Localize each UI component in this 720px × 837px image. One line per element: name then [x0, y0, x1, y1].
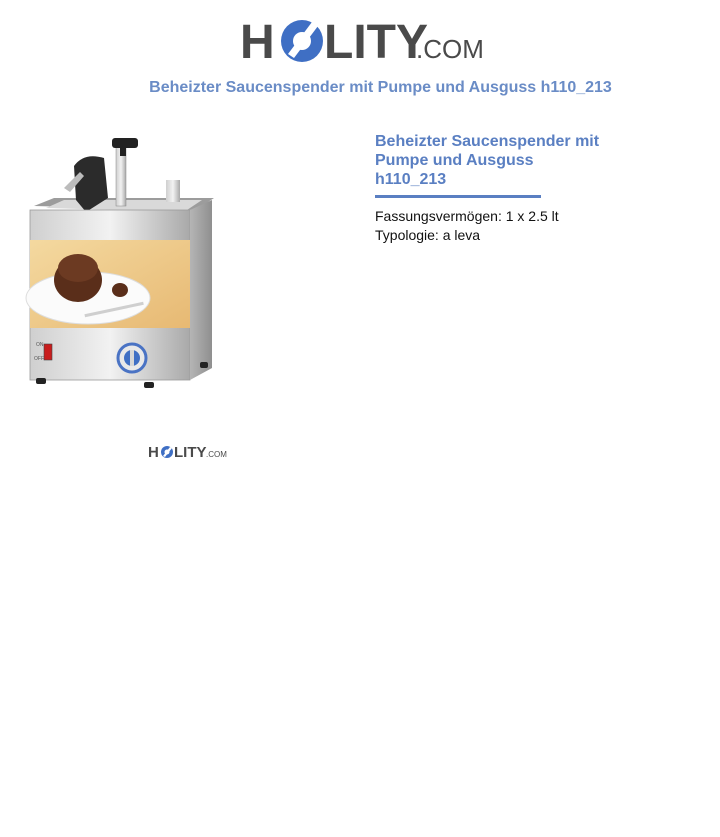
- spec-typology: Typologie: a leva: [375, 227, 481, 243]
- small-logo-letter-h: H: [148, 444, 159, 461]
- heading-divider: [375, 195, 541, 198]
- page-title: Beheizter Saucenspender mit Pumpe und Ausguss h110_213: [149, 79, 612, 96]
- holity-logo-small: [148, 442, 228, 462]
- product-heading: [375, 132, 635, 189]
- switch-on-label: ON: [36, 342, 44, 348]
- logo-letter-h: H: [240, 16, 275, 66]
- logo-o-mark: [281, 20, 323, 62]
- photo-cake-top: [58, 254, 98, 282]
- foot-back: [200, 362, 208, 368]
- logo-suffix: .COM: [416, 34, 484, 64]
- switch-off-label: OFF: [34, 356, 44, 362]
- pump-knob-stem: [120, 148, 126, 156]
- lid-handle-right: [166, 180, 180, 202]
- photo-truffle: [112, 283, 128, 297]
- product-info: [375, 132, 635, 245]
- product-heading-line-3: h110_213: [375, 171, 447, 188]
- small-logo-o-mark: [161, 446, 173, 458]
- logo-letters-lity: LITY: [324, 16, 428, 66]
- spec-capacity: Fassungsvermögen: 1 x 2.5 lt: [375, 208, 559, 224]
- foot-right: [144, 382, 154, 388]
- product-heading-line-2: Pumpe und Ausguss: [375, 152, 534, 169]
- product-image: [24, 128, 220, 396]
- small-logo-letters-lity: LITY: [174, 444, 207, 461]
- thermostat-knob-grip: [130, 350, 134, 366]
- product-heading-line-1: Beheizter Saucenspender mit: [375, 133, 600, 150]
- pump-knob: [112, 138, 138, 148]
- small-logo-suffix: .COM: [206, 450, 227, 459]
- power-switch: [44, 344, 52, 360]
- body-side: [190, 200, 212, 380]
- holity-logo[interactable]: [240, 14, 485, 66]
- foot-left: [36, 378, 46, 384]
